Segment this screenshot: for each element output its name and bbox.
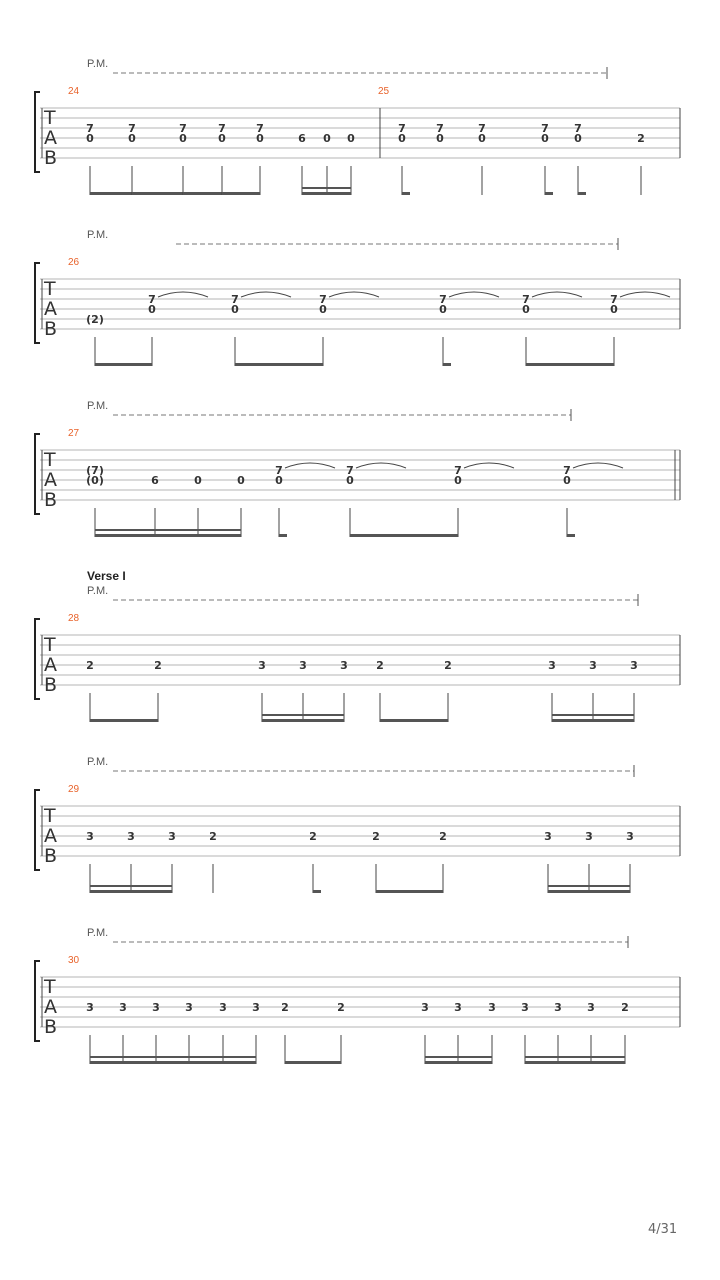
fret-number: 2	[439, 830, 447, 843]
beam	[380, 719, 448, 722]
measure-number: 29	[68, 784, 80, 795]
fret-number: 7	[454, 464, 462, 477]
beam	[425, 1061, 492, 1064]
beam-stub	[279, 534, 287, 537]
fret-number: 0	[563, 474, 571, 487]
fret-number: 0	[86, 132, 94, 145]
beam	[90, 1061, 256, 1064]
measure-number: 27	[68, 428, 80, 439]
system-bracket	[35, 961, 40, 1041]
tie-arc	[464, 463, 514, 468]
system-bracket	[35, 434, 40, 514]
fret-number: 7	[574, 122, 582, 135]
beam	[222, 192, 260, 195]
beam	[350, 534, 458, 537]
fret-number: 3	[630, 659, 638, 672]
tie-arc	[158, 292, 208, 297]
beam-stub	[313, 890, 321, 893]
fret-number: 0	[454, 474, 462, 487]
fret-number: 0	[148, 303, 156, 316]
tab-clef-letter: T	[44, 107, 56, 129]
fret-number: 7	[128, 122, 136, 135]
beam-secondary	[302, 187, 351, 189]
fret-number: 0	[439, 303, 447, 316]
tab-clef-letter: A	[44, 825, 57, 847]
beam-stub	[545, 192, 553, 195]
tab-clef-letter: B	[44, 318, 58, 340]
fret-number: 0	[275, 474, 283, 487]
tab-clef-letter: A	[44, 996, 57, 1018]
fret-number: 0	[179, 132, 187, 145]
beam-secondary	[90, 1056, 256, 1058]
fret-number: 3	[454, 1001, 462, 1014]
fret-number: 7	[275, 464, 283, 477]
tie-arc	[241, 292, 291, 297]
beam-stub	[567, 534, 575, 537]
beam-secondary	[552, 714, 634, 716]
fret-number: (2)	[86, 313, 104, 326]
fret-number: 7	[218, 122, 226, 135]
tab-clef-letter: B	[44, 845, 58, 867]
fret-number: 0	[522, 303, 530, 316]
measure-number: 30	[68, 955, 80, 966]
beam	[90, 719, 158, 722]
tab-clef-letter: B	[44, 147, 58, 169]
system-bracket	[35, 92, 40, 172]
fret-number: 3	[548, 659, 556, 672]
fret-number: 2	[621, 1001, 629, 1014]
fret-number: 0	[319, 303, 327, 316]
section-label: Verse I	[87, 569, 126, 583]
fret-number: 3	[589, 659, 597, 672]
fret-number: 7	[541, 122, 549, 135]
fret-number: 0	[128, 132, 136, 145]
tie-arc	[329, 292, 379, 297]
beam	[526, 363, 614, 366]
fret-number: 3	[258, 659, 266, 672]
fret-number: 2	[444, 659, 452, 672]
tie-arc	[356, 463, 406, 468]
tie-arc	[573, 463, 623, 468]
fret-number: 0	[398, 132, 406, 145]
fret-number: 0	[436, 132, 444, 145]
fret-number: 7	[86, 122, 94, 135]
beam	[302, 192, 351, 195]
fret-number: 3	[521, 1001, 529, 1014]
fret-number: 7	[231, 293, 239, 306]
palm-mute-label: P.M.	[87, 756, 109, 768]
tab-clef-letter: A	[44, 127, 57, 149]
beam	[95, 363, 152, 366]
fret-number: 6	[298, 132, 306, 145]
tie-arc	[532, 292, 582, 297]
fret-number: 7	[256, 122, 264, 135]
fret-number: 7	[436, 122, 444, 135]
system-bracket	[35, 263, 40, 343]
tie-arc	[449, 292, 499, 297]
fret-number: 3	[340, 659, 348, 672]
fret-number: (0)	[86, 474, 104, 487]
tie-arc	[285, 463, 335, 468]
tie-arc	[620, 292, 670, 297]
beam	[262, 719, 344, 722]
beam	[235, 363, 323, 366]
fret-number: 2	[309, 830, 317, 843]
beam	[90, 192, 132, 195]
palm-mute-label: P.M.	[87, 585, 109, 597]
fret-number: 0	[610, 303, 618, 316]
measure-number: 25	[378, 86, 390, 97]
fret-number: 3	[587, 1001, 595, 1014]
beam	[90, 890, 172, 893]
fret-number: 3	[219, 1001, 227, 1014]
fret-number: (7)	[86, 464, 104, 477]
beam-secondary	[525, 1056, 625, 1058]
fret-number: 3	[585, 830, 593, 843]
fret-number: 0	[346, 474, 354, 487]
fret-number: 3	[127, 830, 135, 843]
system-bracket	[35, 619, 40, 699]
fret-number: 3	[86, 830, 94, 843]
beam-secondary	[548, 885, 630, 887]
fret-number: 2	[637, 132, 645, 145]
fret-number: 0	[231, 303, 239, 316]
fret-number: 7	[148, 293, 156, 306]
fret-number: 0	[256, 132, 264, 145]
fret-number: 2	[154, 659, 162, 672]
fret-number: 2	[376, 659, 384, 672]
palm-mute-label: P.M.	[87, 400, 109, 412]
fret-number: 0	[194, 474, 202, 487]
beam	[552, 719, 634, 722]
tab-clef-letter: T	[44, 634, 56, 656]
tab-clef-letter: T	[44, 278, 56, 300]
fret-number: 3	[554, 1001, 562, 1014]
beam	[548, 890, 630, 893]
beam-stub	[402, 192, 410, 195]
beam-stub	[578, 192, 586, 195]
tab-clef-letter: B	[44, 674, 58, 696]
beam	[132, 192, 183, 195]
measure-number: 26	[68, 257, 80, 268]
tab-clef-letter: T	[44, 805, 56, 827]
beam	[183, 192, 222, 195]
fret-number: 0	[478, 132, 486, 145]
beam-secondary	[95, 529, 241, 531]
fret-number: 3	[185, 1001, 193, 1014]
fret-number: 3	[252, 1001, 260, 1014]
palm-mute-label: P.M.	[87, 927, 109, 939]
fret-number: 7	[610, 293, 618, 306]
measure-number: 28	[68, 613, 80, 624]
fret-number: 2	[86, 659, 94, 672]
beam-secondary	[425, 1056, 492, 1058]
fret-number: 7	[478, 122, 486, 135]
fret-number: 3	[544, 830, 552, 843]
fret-number: 0	[574, 132, 582, 145]
fret-number: 2	[337, 1001, 345, 1014]
tab-clef-letter: T	[44, 449, 56, 471]
page-indicator: 4/31	[648, 1222, 678, 1237]
fret-number: 7	[346, 464, 354, 477]
system-bracket	[35, 790, 40, 870]
beam	[95, 534, 241, 537]
beam	[376, 890, 443, 893]
fret-number: 2	[209, 830, 217, 843]
tab-clef-letter: T	[44, 976, 56, 998]
fret-number: 3	[626, 830, 634, 843]
fret-number: 7	[179, 122, 187, 135]
fret-number: 7	[439, 293, 447, 306]
fret-number: 7	[398, 122, 406, 135]
fret-number: 7	[563, 464, 571, 477]
tab-clef-letter: B	[44, 1016, 58, 1038]
palm-mute-label: P.M.	[87, 58, 109, 70]
fret-number: 0	[541, 132, 549, 145]
fret-number: 0	[237, 474, 245, 487]
fret-number: 6	[151, 474, 159, 487]
fret-number: 3	[119, 1001, 127, 1014]
beam-stub	[443, 363, 451, 366]
beam-secondary	[90, 885, 172, 887]
palm-mute-label: P.M.	[87, 229, 109, 241]
fret-number: 3	[488, 1001, 496, 1014]
tab-clef-letter: A	[44, 469, 57, 491]
fret-number: 3	[168, 830, 176, 843]
fret-number: 7	[319, 293, 327, 306]
fret-number: 3	[152, 1001, 160, 1014]
fret-number: 3	[86, 1001, 94, 1014]
beam	[285, 1061, 341, 1064]
fret-number: 3	[299, 659, 307, 672]
fret-number: 0	[218, 132, 226, 145]
fret-number: 2	[281, 1001, 289, 1014]
fret-number: 3	[421, 1001, 429, 1014]
tab-clef-letter: B	[44, 489, 58, 511]
tab-clef-letter: A	[44, 654, 57, 676]
tab-clef-letter: A	[44, 298, 57, 320]
fret-number: 2	[372, 830, 380, 843]
measure-number: 24	[68, 86, 80, 97]
beam-secondary	[262, 714, 344, 716]
fret-number: 0	[323, 132, 331, 145]
fret-number: 7	[522, 293, 530, 306]
beam	[525, 1061, 625, 1064]
fret-number: 0	[347, 132, 355, 145]
